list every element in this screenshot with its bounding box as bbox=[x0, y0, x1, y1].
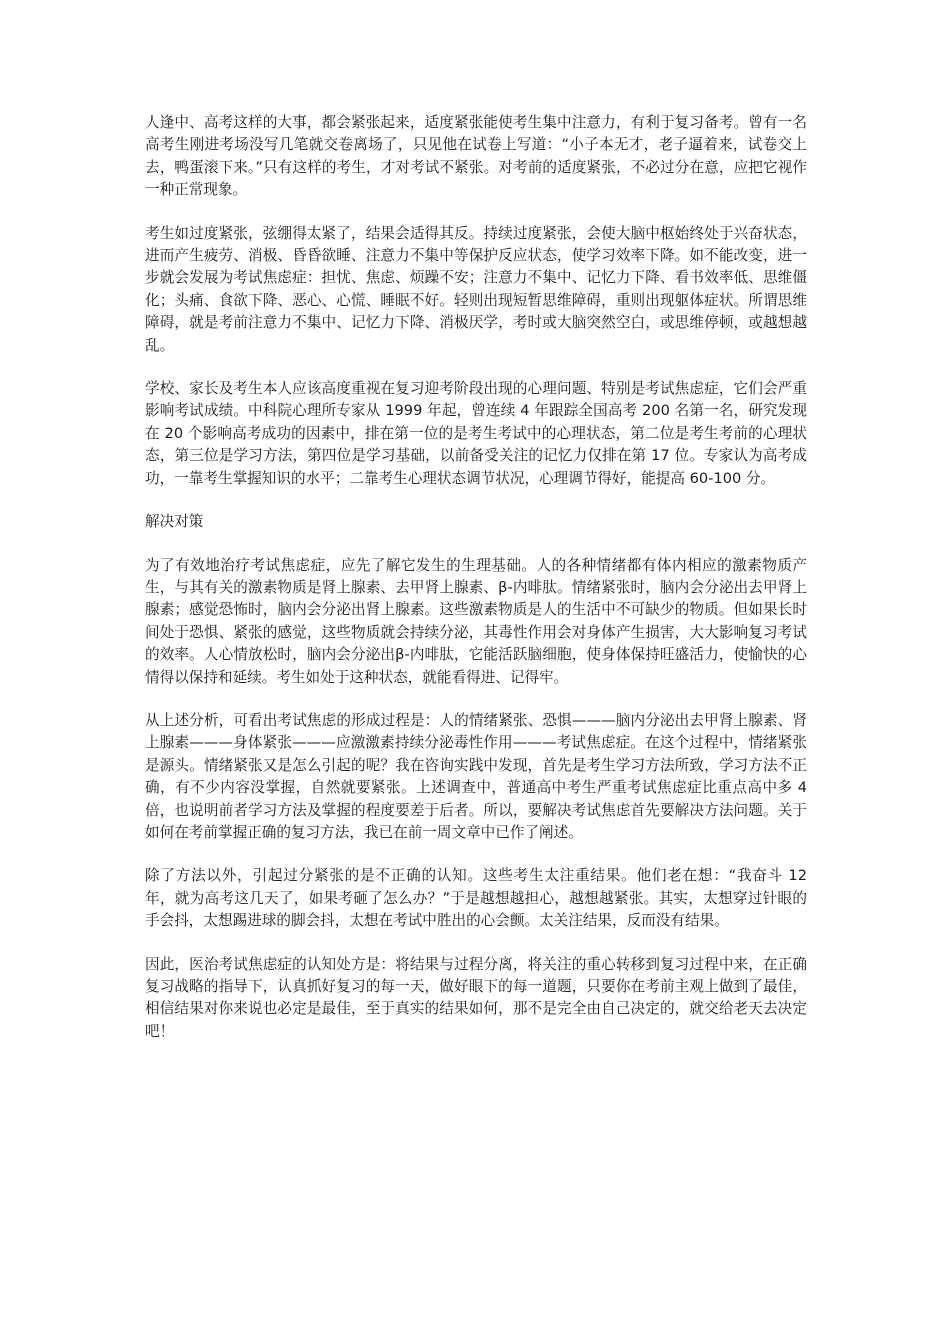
paragraph-normal-tension: 人逢中、高考这样的大事，都会紧张起来，适度紧张能使考生集中注意力，有利于复习备考。曾有一名高考生刚进考场没写几笔就交卷离场了，只见他在试卷上写道：“小子本无才，老子逼着来，试卷交上去，鸭蛋滚下来。”只有这样的考生，才对考试不紧张。对考前的适度紧张，不必过分在意，应把它视作一种正常现象。 bbox=[145, 114, 807, 199]
document-page bbox=[145, 112, 807, 1064]
paragraph-cognitive-prescription: 因此，医治考试焦虑症的认知处方是：将结果与过程分离，将关注的重心转移到复习过程中来，在正确复习战略的指导下，认真抓好复习的每一天，做好眼下的每一道题，只要你在考前主观上做到了最佳，相信结果对你来说也必定是最佳，至于真实的结果如何，那不是完全由自己决定的，就交给老天去决定吧！ bbox=[145, 955, 807, 1040]
paragraph-research-findings: 学校、家长及考生本人应该高度重视在复习迎考阶段出现的心理问题、特别是考试焦虑症，它们会严重影响考试成绩。中科院心理所专家从 1999 年起，曾连续 4 年跟踪全国高考 200 名第一名，研究发现在 20 个影响高考成功的因素中，排在第一位的是考生考试中的心理状态，第二位是考生考前的心理状态，第三位是学习方法，第四位是学习基础，以前备受关注的记忆力仅排在第 17 位。专家认为高考成功，一靠考生掌握知识的水平；二靠考生心理状态调节状况，心理调节得好，能提高 60-100 分。 bbox=[145, 380, 807, 487]
paragraph-incorrect-cognition: 除了方法以外，引起过分紧张的是不正确的认知。这些考生太注重结果。他们老在想：“我奋斗 12 年，就为高考这几天了，如果考砸了怎么办？”于是越想越担心，越想越紧张。其实，太想穿过针眼的手会抖，太想踢进球的脚会抖，太想在考试中胜出的心会颤。太关注结果，反而没有结果。 bbox=[145, 867, 807, 930]
paragraph-excessive-tension: 考生如过度紧张，弦绷得太紧了，结果会适得其反。持续过度紧张，会使大脑中枢始终处于兴奋状态，进而产生疲劳、消极、昏昏欲睡、注意力不集中等保护反应状态，使学习效率下降。如不能改变，进一步就会发展为考试焦虑症：担忧、焦虑、烦躁不安；注意力不集中、记忆力下降、看书效率低、思维僵化；头痛、食欲下降、恶心、心慌、睡眠不好。轻则出现短暂思维障碍，重则出现躯体症状。所谓思维障碍，就是考前注意力不集中、记忆力下降、消极厌学，考时或大脑突然空白，或思维停顿，或越想越乱。 bbox=[145, 224, 807, 354]
section-heading: 解决对策 bbox=[145, 513, 204, 531]
paragraph-anxiety-process: 从上述分析，可看出考试焦虑的形成过程是：人的情绪紧张、恐惧———脑内分泌出去甲肾上腺素、肾上腺素———身体紧张———应激激素持续分泌毒性作用———考试焦虑症。在这个过程中，情绪紧张是源头。情绪紧张又是怎么引起的呢？我在咨询实践中发现，首先是考生学习方法所致，学习方法不正确，有不少内容没掌握，自然就要紧张。上述调查中，普通高中考生严重考试焦虑症比重点高中多 4 倍，也说明前者学习方法及掌握的程度要差于后者。所以，要解决考试焦虑首先要解决方法问题。关于如何在考前掌握正确的复习方法，我已在前一周文章中已作了阐述。 bbox=[145, 711, 807, 841]
paragraph-physiological-basis: 为了有效地治疗考试焦虑症，应先了解它发生的生理基础。人的各种情绪都有体内相应的激素物质产生，与其有关的激素物质是肾上腺素、去甲肾上腺素、β-内啡肽。情绪紧张时，脑内会分泌出去甲肾上腺素；感觉恐怖时，脑内会分泌出肾上腺素。这些激素物质是人的生活中不可缺少的物质。但如果长时间处于恐惧、紧张的感觉，这些物质就会持续分泌，其毒性作用会对身体产生损害，大大影响复习考试的效率。人心情放松时，脑内会分泌出β-内啡肽，它能活跃脑细胞，使身体保持旺盛活力，使愉快的心情得以保持和延续。考生如处于这种状态，就能看得进、记得牢。 bbox=[145, 556, 807, 686]
